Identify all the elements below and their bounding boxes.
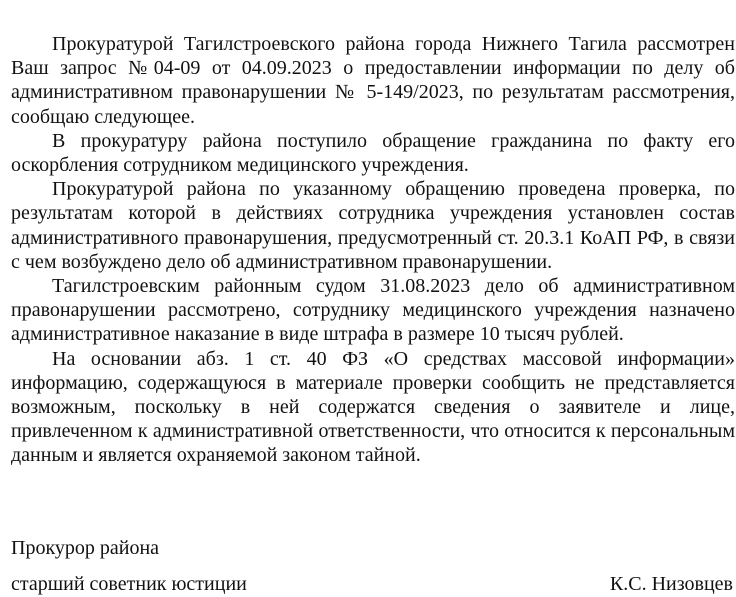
paragraph-complaint-received: В прокуратуру района поступило обращение гражданина по факту его оскорбления сотрудником медицинского учреждения. [11, 129, 735, 177]
paragraph-information-refusal: На основании абз. 1 ст. 40 ФЗ «О средствах массовой информации» информацию, содержащуюся в материале проверки сообщить не представляется возможным, поскольку в ней содержатся сведения о заявителе и лице, привлеченном к административной ответственности, что относится к персональным данным и является охраняемой законом тайной. [11, 347, 735, 467]
paragraph-court-decision: Тагилстроевским районным судом 31.08.2023 дело об административном правонарушении рассмотрено, сотруднику медицинского учреждения назначено административное наказание в виде штрафа в размере 10 тысяч рублей. [11, 275, 735, 346]
signature-title: Прокурор района [11, 537, 160, 559]
paragraph-inspection-conducted: Прокуратурой района по указанному обращению проведена проверка, по результатам которой в действиях сотрудника учреждения установлен состав административного правонарушения, предусмотренный ст. 20.3.1 КоАП РФ, в связи с чем возбуждено дело об административном правонарушении. [11, 178, 735, 273]
signature-block [11, 572, 733, 596]
signature-name: К.С. Низовцев [609, 573, 733, 595]
paragraph-request-response: Прокуратурой Тагилстроевского района города Нижнего Тагила рассмотрен Ваш запрос №04-09 от 04.09.2023 о предоставлении информации по делу об административном правонарушении № 5-149/2023, по результатам рассмотрения, сообщаю следующее. [11, 33, 735, 128]
signature-rank: старший советник юстиции [11, 573, 247, 595]
letter-body [11, 32, 735, 468]
